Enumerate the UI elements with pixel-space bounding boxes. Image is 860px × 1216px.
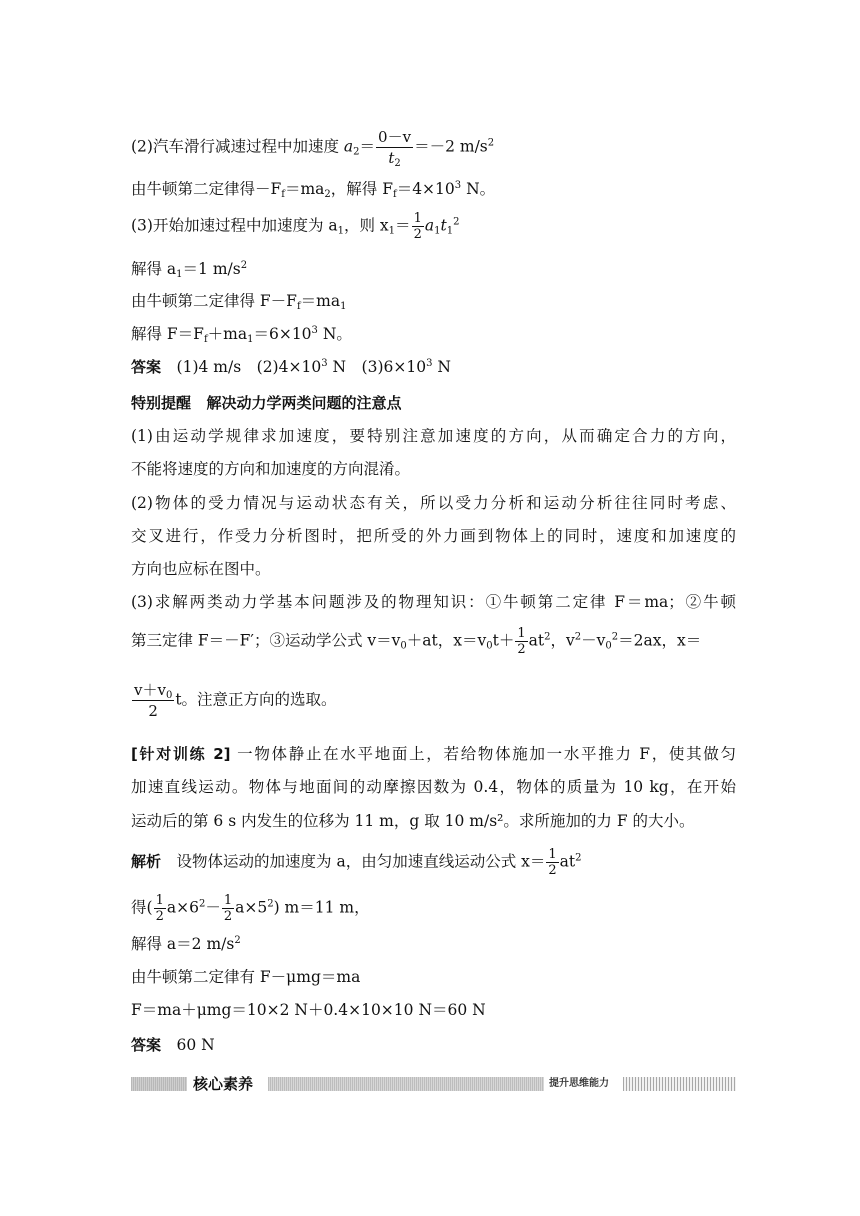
section3-line: (3)开始加速过程中加速度为 $a_1$，则 $x_1=$ $\frac{1}{2}$ $a_1t_1^2$ (131, 211, 460, 242)
section2-label: (2)汽车滑行减速过程中加速度 (131, 137, 339, 156)
analysis-line-2: 得( $\frac{1}{2}$ $a\times 6^2-$ $\frac{1}{2}$ $a\times 5^2$) m＝11 m， (131, 893, 370, 924)
analysis-line-3: 解得 a＝2 $m/s^2$ (131, 935, 241, 953)
training2-p1: [针对训练 2] 一物体静止在水平地面上，若给物体施加一水平推力 F，使其做匀 (131, 745, 736, 763)
half-fraction-3: $\frac{1}{2}$ (548, 847, 557, 878)
analysis-line-1: 解析 设物体运动的加速度为 a，由匀加速直线运动公式 x＝ $\frac{1}{2}$ $at^2$ (131, 847, 582, 878)
force-result-line: 解得 $F=F_f+ma_1=6\times 10^3$ N。 (131, 325, 352, 345)
answer1-label: 答案 (131, 358, 162, 376)
half-fraction-5: $\frac{1}{2}$ (223, 893, 233, 924)
core-literacy-banner (131, 1074, 736, 1094)
training2-label: [针对训练 2] (131, 745, 231, 763)
tip-title: 解决动力学两类问题的注意点 (206, 394, 402, 412)
average-velocity-fraction: $\frac{v+v_0}{2}$ (134, 681, 173, 720)
tip-label: 特别提醒 (131, 394, 192, 412)
training2-p2: 加速直线运动。物体与地面间的动摩擦因数为 0.4，物体的质量为 10 kg，在开始 (131, 778, 736, 796)
tip-p2c: 方向也应标在图中。 (131, 560, 271, 578)
tip-heading (131, 392, 402, 414)
analysis-line-4: 由牛顿第二定律有 F－μmg＝ma (131, 968, 361, 986)
tip-p3a: (3)求解两类动力学基本问题涉及的物理知识：①牛顿第二定律 F＝ma；②牛顿 (131, 593, 736, 611)
banner-title: 核心素养 (193, 1075, 254, 1093)
banner-bar-right (623, 1077, 736, 1091)
answer2-label: 答案 (131, 1036, 162, 1054)
tip-p2b: 交叉进行，作受力分析图时，把所受的外力画到物体上的同时，速度和加速度的 (131, 527, 736, 545)
answer1-line: 答案 (1)4 m/s $(2)4\times 10^3$ N $(3)6\times 10^3$ N (131, 358, 451, 376)
tip-p1b: 不能将速度的方向和加速度的方向混淆。 (131, 460, 411, 478)
analysis-label: 解析 (131, 852, 162, 871)
banner-bar-middle (268, 1077, 544, 1091)
half-fraction-4: $\frac{1}{2}$ (155, 893, 164, 924)
a1-result-line: 解得 $a_1=1$ $m/s^2$ (131, 260, 248, 280)
answer2-line: 答案 60 N (131, 1036, 215, 1054)
accel-result: ＝－2 m/s (414, 137, 488, 156)
tip-p1a: (1)由运动学规律求加速度，要特别注意加速度的方向，从而确定合力的方向， (131, 427, 736, 445)
newton-line-2: 由牛顿第二定律得 $F-F_f=ma_1$ (131, 292, 347, 312)
tip-p2a: (2)物体的受力情况与运动状态有关，所以受力分析和运动分析往往同时考虑、 (131, 494, 736, 512)
tip-p3b: 第三定律 F＝－F′；③运动学公式 $v=v_0+at$，$x=v_0t+$ $\frac{1}{2}$ $at^2$，$v^2-v_0^2=2ax$，x＝ (131, 626, 702, 657)
analysis-line-5: F＝ma＋μmg＝10×2 N＋0.4×10×10 N＝60 N (131, 1001, 486, 1019)
half-fraction-2: $\frac{1}{2}$ (517, 626, 526, 657)
banner-bar-left (131, 1077, 187, 1091)
section2-line: (2)汽车滑行减速过程中加速度 $a_2=$ $\frac{0-v}{t_2}$ ＝－2 $m/s^2$ (131, 128, 495, 169)
accel-fraction: $\frac{0-v}{t_2}$ (378, 128, 412, 169)
newton-line-1: 由牛顿第二定律得$-F_f=ma_2$，解得 $F_f=4\times 10^3$ N。 (131, 180, 496, 200)
banner-subtitle: 提升思维能力 (549, 1078, 609, 1089)
training2-p3: 运动后的第 6 s 内发生的位移为 11 m，g 取 10 m/s²。求所施加的力 F 的大小。 (131, 812, 695, 830)
half-fraction: $\frac{1}{2}$ (413, 211, 422, 242)
tip-p3c: $\frac{v+v_0}{2}$ t。注意正方向的选取。 (134, 681, 337, 720)
